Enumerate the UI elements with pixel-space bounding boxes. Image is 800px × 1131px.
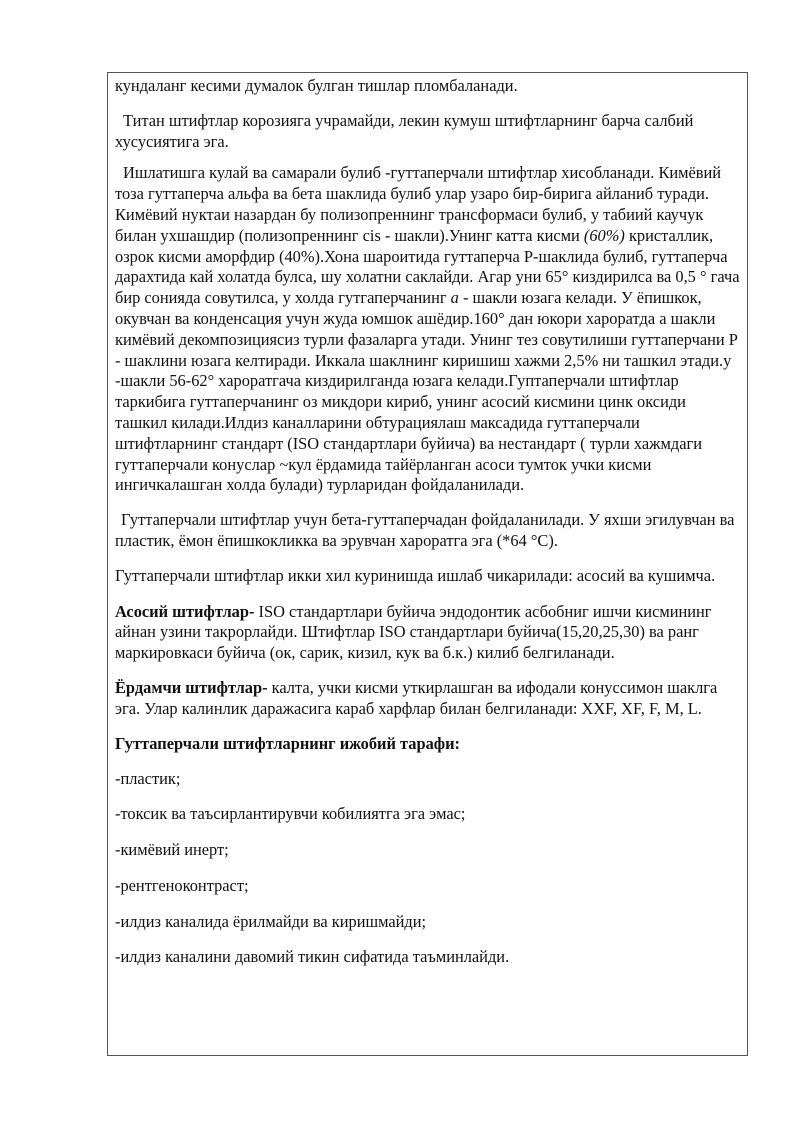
list-item-4: -рентгеноконтраст;: [115, 875, 249, 895]
list-item-6: -илдиз каналини давомий тикин сифатида таъминлайди.: [115, 947, 510, 967]
paragraph-7-rest: калта, учки кисми уткирлашган ва ифодали конуссимон шаклга эга. Улар калинлик даражасига караб харфлар билан белгиланади: XXF, XF, F, M, L.: [115, 677, 718, 718]
document-body: [115, 76, 740, 968]
paragraph-3-part-1: Ишлатишга кулай ва самарали булиб -гуттаперчали штифтлар хисобланади. Кимёвий тоза гуттаперча альфа ва бета шаклида булиб улар узаро бир-бирига айланиб туради. Кимёвий нуктаи назардан бу полизопреннинг трансформаси булиб, у табиий каучук билан ухшашдир (полизопреннинг cis - шакли).Унинг катта кисми: [115, 163, 722, 245]
paragraph-4: Гуттаперчали штифтлар учун бета-гуттаперчадан фойдаланилади. У яхши эгилувчан ва пластик, ёмон ёпишкокликка ва эрувчан хароратга эга (*64 °С).: [115, 510, 735, 550]
paragraph-1: кундаланг кесими думалок булган тишлар пломбаланади.: [115, 76, 518, 95]
paragraph-6-bold: Асосий штифтлар-: [115, 601, 255, 621]
paragraph-2: Титан штифтлар корозияга учрамайди, лекин кумуш штифтларнинг барча салбий хусусиятига эга.: [115, 110, 694, 151]
paragraph-3-part-2: кристаллик, озрок кисми аморфдир (40%).Хона шароитида гуттаперча Р-шаклида булиб, гуттаперча дарахтида кай холатда булса, шу холатни саклайди. Агар уни 65° киздирилса ва 0,5 ° гача бир сонияда совутилса, у холда гутгаперчанинг: [115, 225, 740, 308]
list-item-5: -илдиз каналида ёрилмайди ва киришмайди;: [115, 911, 427, 931]
paragraph-7-bold: Ёрдамчи штифтлар-: [115, 677, 268, 697]
paragraph-6: [115, 602, 740, 664]
paragraph-3-italic-percent: (60%): [583, 225, 625, 245]
list-item-3: -кимёвий инерт;: [115, 839, 229, 859]
paragraph-5: Гуттаперчали штифтлар икки хил куринишда ишлаб чикарилади: асосий ва кушимча.: [115, 565, 716, 585]
list-item-2: -токсик ва таъсирлантирувчи кобилиятга эга эмас;: [115, 804, 466, 824]
paragraph-7: [115, 678, 740, 720]
paragraph-6-rest: ISO стандартлари буйича эндодонтик асбобниг ишчи кисмининг айнан узини такрорлайди. Штифтлар ISO стандартлари буйича(15,20,25,30) ва ранг маркировкаси буйича (ок, сарик, кизил, кук ва б.к.) килиб белгиланади.: [115, 601, 712, 663]
paragraph-8: [115, 734, 740, 755]
paragraph-3: [115, 163, 740, 496]
paragraph-3-part-3: - шакли юзага келади. У ёпишкок, окувчан ва конденсация учун жуда юмшок ашёдир.160° дан юкори хароратда а шакли кимёвий декомпозициясиз турли фазаларга утади. Унинг тез совутилиши гуттаперчани Р - шаклини юзага келтиради. Иккала шаклнинг киришиш хажми 2,5% ни ташкил этади.у -шакли 56-62° хароратгача киздирилганда юзага келади.Гуптаперчали штифтлар таркибига гуттаперчанинг оз микдори кириб, унинг асосий кисмини цинк оксиди ташкил килади.Илдиз каналларини обтурациялаш максадида гуттаперчали штифтларнинг стандарт (ISO стандартлари буйича) ва нестандарт ( турли хажмдаги гуттаперчали конуслар ~кул ёрдамида тайёрланган асоси тумток учки кисми ингичкалашган холда булади) турларидан фойдаланилади.: [115, 288, 738, 495]
paragraph-8-bold: Гуттаперчали штифтларнинг ижобий тарафи:: [115, 733, 461, 753]
list-item-1: -пластик;: [115, 769, 181, 789]
paragraph-3-italic-a: а: [450, 288, 459, 308]
